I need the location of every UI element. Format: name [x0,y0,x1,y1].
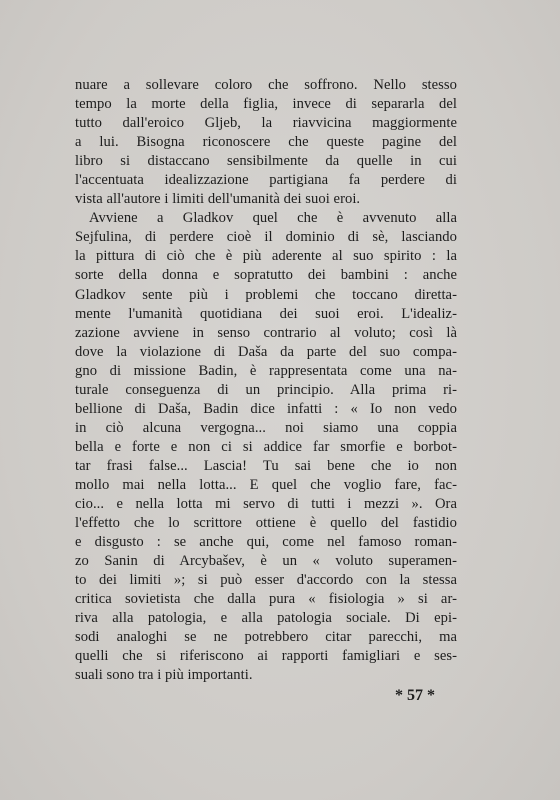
text-line: tutto dall'eroico Gljeb, la riavvicina maggiormente [75,115,457,132]
text-line: zo Sanin di Arcybašev, è un « voluto superamen- [75,553,457,570]
text-line: a lui. Bisogna riconoscere che queste pagine del [75,134,457,151]
text-line: mente l'umanità quotidiana dei suoi eroi. L'idealiz- [75,305,457,322]
text-line: tar frasi false... Lascia! Tu sai bene che io non [75,457,457,474]
text-line: in ciò alcuna vergogna... noi siamo una coppia [75,419,457,436]
text-line: nuare a sollevare coloro che soffrono. Nello stesso [75,77,457,93]
text-line: turale conseguenza di un principio. Alla prima ri- [75,381,457,398]
text-line: quelli che si riferiscono ai rapporti famigliari e ses- [75,648,457,665]
text-line: sodi analoghi se ne potrebbero citar parecchi, ma [75,629,457,646]
text-line: dove la violazione di Daša da parte del suo compa- [75,343,457,360]
page-number: * 57 * [395,687,435,704]
text-line: gno di missione Badin, è rappresentata come una na- [75,362,457,379]
text-line: riva alla patologia, e alla patologia sociale. Di epi- [75,610,457,627]
text-line: cio... e nella lotta mi servo di tutti i mezzi ». Ora [75,496,457,513]
text-line: e disgusto : se anche qui, come nel famoso roman- [75,534,457,551]
text-line: Avviene a Gladkov quel che è avvenuto alla [89,210,457,227]
text-line: critica sovietista che dalla pura « fisiologia » si ar- [75,591,457,608]
text-line: vista all'autore i limiti dell'umanità dei suoi eroi. [75,191,361,208]
text-line: libro si distaccano sensibilmente da quelle in cui [75,153,457,170]
text-line: tempo la morte della figlia, invece di separarla del [75,96,457,113]
text-line: zazione avviene in senso contrario al voluto; così là [75,324,457,341]
text-line: bellione di Daša, Badin dice infatti : « Io non vedo [75,400,457,417]
text-line: l'accentuata idealizzazione partigiana fa perdere di [75,172,457,189]
text-line: Sejfulina, di perdere cioè il dominio di sè, lasciando [75,229,457,246]
text-line: Gladkov sente più i problemi che toccano diretta- [75,286,457,303]
text-line: suali sono tra i più importanti. [75,667,253,684]
text-line: to dei limiti »; si può esser d'accordo con la stessa [75,572,457,589]
text-line: mollo mai nella lotta... E quel che voglio fare, fac- [75,476,457,493]
text-line: l'effetto che lo scrittore ottiene è quello del fastidio [75,515,457,532]
text-line: bella e forte e non ci si addice far smorfie e borbot- [75,438,457,455]
text-line: la pittura di ciò che è più aderente al suo spirito : la [75,248,457,265]
body-text [75,76,457,686]
text-line: sorte della donna e sopratutto dei bambini : anche [75,267,457,284]
